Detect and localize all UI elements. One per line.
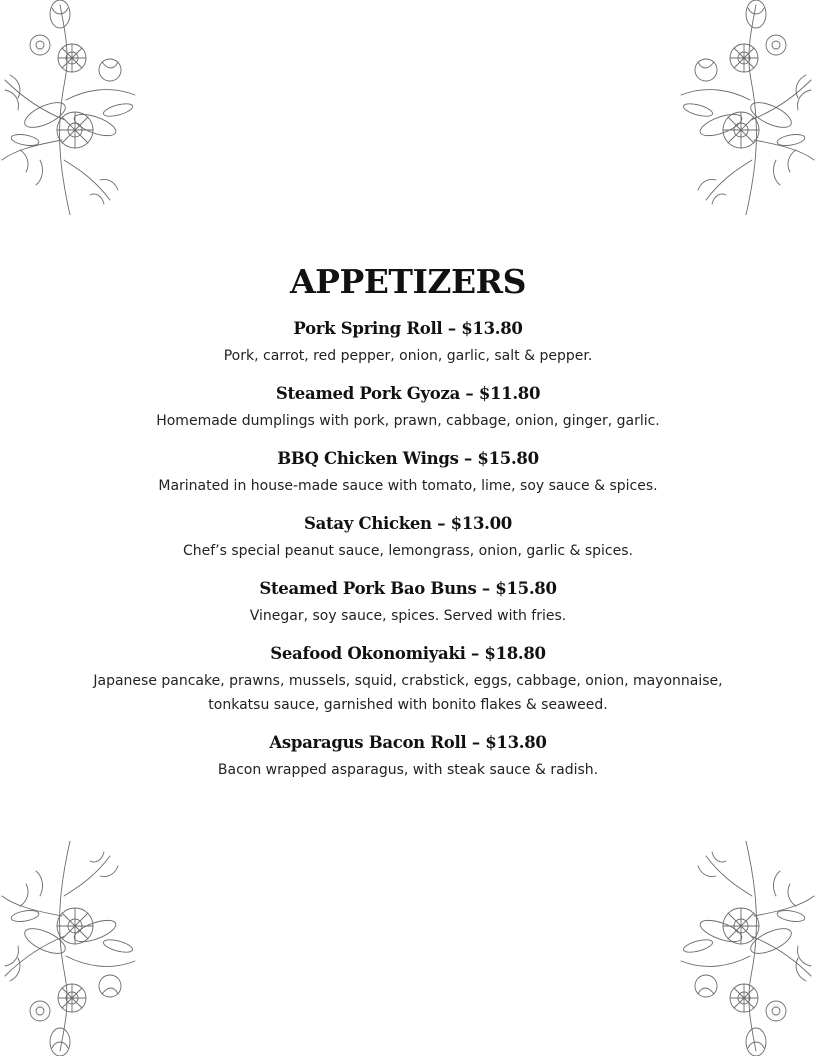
menu-item-description: Homemade dumplings with pork, prawn, cabbage, onion, ginger, garlic.	[156, 413, 660, 429]
menu-item-name: Steamed Pork Bao Buns – $15.80	[259, 579, 557, 598]
floral-corner-top-right-icon	[676, 0, 816, 215]
menu-section	[0, 262, 816, 797]
menu-item-name: Pork Spring Roll – $13.80	[293, 319, 523, 338]
menu-item-description: Japanese pancake, prawns, mussels, squid, crabstick, eggs, cabbage, onion, mayonnaise, tonkatsu sauce, garnished with bonito flakes & seaweed.	[93, 673, 723, 713]
menu-item-name: Asparagus Bacon Roll – $13.80	[269, 733, 547, 752]
floral-corner-top-left-icon	[0, 0, 140, 215]
menu-title: APPETIZERS	[290, 262, 526, 301]
menu-item-description: Chef’s special peanut sauce, lemongrass, onion, garlic & spices.	[182, 543, 633, 559]
menu-item-description: Bacon wrapped asparagus, with steak sauce & radish.	[217, 762, 599, 778]
menu-item-description: Pork, carrot, red pepper, onion, garlic, salt & pepper.	[223, 348, 593, 364]
menu-item	[0, 732, 816, 782]
menu-item	[0, 513, 816, 563]
floral-corner-bottom-right-icon	[676, 841, 816, 1056]
floral-corner-bottom-left-icon	[0, 841, 140, 1056]
menu-item	[0, 318, 816, 368]
menu-item	[0, 578, 816, 628]
menu-item	[0, 643, 816, 717]
menu-item	[0, 383, 816, 433]
menu-item-name: Seafood Okonomiyaki – $18.80	[270, 644, 546, 663]
menu-item-description: Vinegar, soy sauce, spices. Served with fries.	[249, 608, 567, 624]
menu-item-name: Steamed Pork Gyoza – $11.80	[275, 384, 541, 403]
menu-item-name: BBQ Chicken Wings – $15.80	[277, 449, 539, 468]
menu-item	[0, 448, 816, 498]
menu-item-description: Marinated in house-made sauce with tomato, lime, soy sauce & spices.	[158, 478, 658, 494]
menu-item-name: Satay Chicken – $13.00	[304, 514, 512, 533]
